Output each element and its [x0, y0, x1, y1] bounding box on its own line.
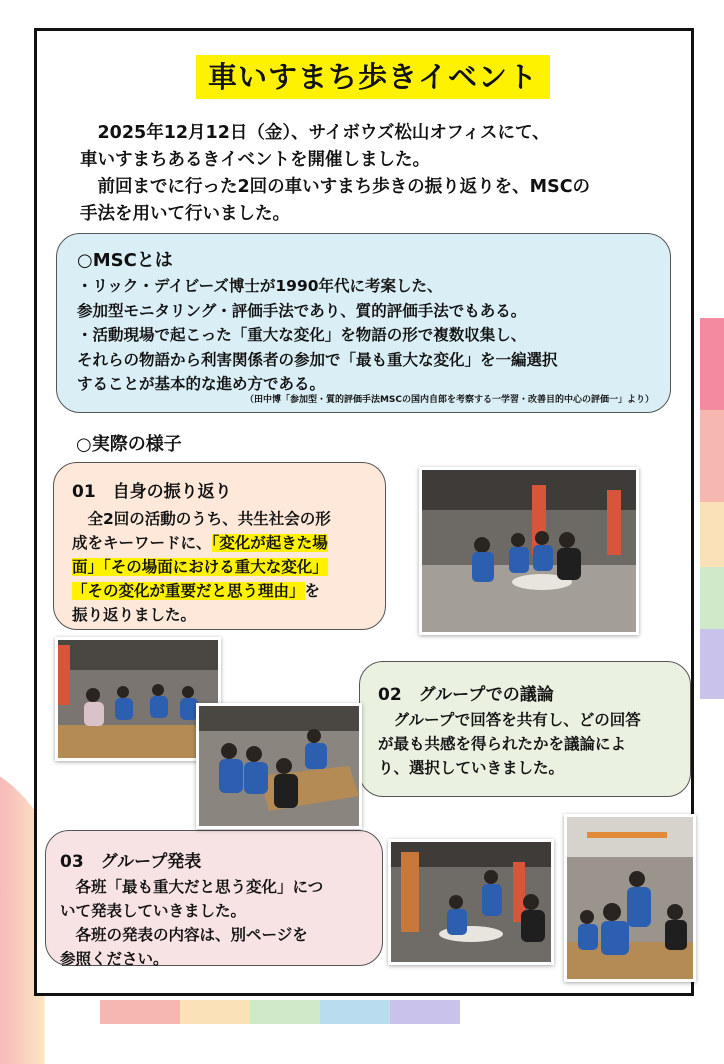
group-discussion-heading: 02 グループでの議論	[378, 685, 554, 705]
msc-heading: ○MSCとは	[77, 250, 173, 271]
reflection-heading: 01 自身の振り返り	[72, 482, 232, 502]
event-photo-presentation-1	[388, 839, 554, 965]
group-presentation-text: 各班「最も重大だと思う変化」につ いて発表していきました。 各班の発表の内容は、別ページを 参照ください。	[60, 878, 324, 968]
event-photo-presentation-2	[564, 814, 696, 982]
event-photo-reflection	[419, 467, 639, 635]
highlight-2: 面」「その場面における重大な変化」	[72, 558, 328, 576]
msc-definition-box	[56, 233, 671, 413]
highlight-3: 「その変化が重要だと思う理由」	[72, 582, 305, 600]
msc-citation: （田中博「参加型・質的評価手法MSCの国内自郎を考察する一学習・改善目的中心の評価一」より）	[244, 395, 654, 405]
msc-body: ・リック・デイビーズ博士が1990年代に考案した、 参加型モニタリング・評価手法であり、質的評価手法でもある。 ・活動現場で起こった「重大な変化」を物語の形で複数収集し、 それらの物語から利害関係者の参加で「最も重大な変化」を一編選択 することが基本的な進め方である。	[77, 277, 558, 393]
group-discussion-box	[359, 661, 691, 797]
event-photo-discussion-2	[196, 703, 362, 829]
group-presentation-box	[45, 830, 383, 966]
reflection-text: 全2回の活動のうち、共生社会の形 成をキーワードに、「変化が起きた場 面」「その場面における重大な変化」 「その変化が重要だと思う理由」を 振り返りました。	[72, 510, 331, 624]
intro-paragraph: 2025年12月12日（金）、サイボウズ松山オフィスにて、 車いすまちあるきイベントを開催しました。 前回までに行った2回の車いすまち歩きの振り返りを、MSCの 手法を用いて行いました。	[80, 123, 591, 224]
highlight-1: 「変化が起きた場	[211, 534, 328, 552]
page-title: 車いすまち歩きイベント	[196, 55, 550, 99]
group-presentation-heading: 03 グループ発表	[60, 852, 202, 872]
section-heading: ○実際の様子	[76, 434, 182, 455]
group-discussion-text: グループで回答を共有し、どの回答 が最も共感を得られたかを議論によ り、選択していきました。	[378, 711, 641, 777]
reflection-box	[53, 462, 386, 630]
